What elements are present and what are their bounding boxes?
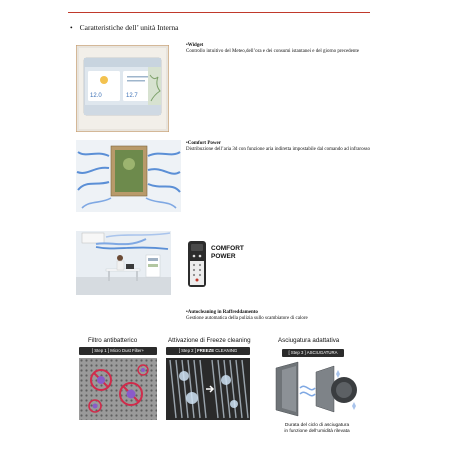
widget-reading-right: 12.7 [126,93,138,99]
step3-drying-image [272,360,360,420]
widget-photo [76,45,169,132]
step2-number: [ Step 2 ] [178,348,196,353]
remote-control-image [187,241,207,287]
step2-text: FREEZE [197,348,215,353]
feature-comfort-title: •Comfort Power [186,141,221,146]
step2-label: Attivazione di Freeze cleaning [168,337,251,344]
heading-bullet: • [70,23,73,32]
step3-number: [ Step 3 ] [288,350,306,355]
feature-widget-description: Controllo intuitivo del Meteo,dell’ora e dei consumi istantanei e del giorno precedente [186,49,360,54]
heading-title: Caratteristiche dell’ unità Interna [79,23,179,32]
step1-text: Micro Dust Filter+ [110,348,145,353]
widget-reading-left: 12.0 [90,93,102,99]
step1-label: Filtro antibatterico [88,337,138,344]
feature-autocleaning-title: •Autocleaning in Raffreddamento [186,310,258,315]
room-scene-photo [76,231,171,295]
top-divider [68,12,370,13]
comfort-power-photo [76,140,181,212]
comfort-power-label-line2: POWER [211,253,236,260]
step2-freeze-image [166,358,250,420]
step1-bar [79,347,157,355]
step2-text-2: CLEANING [215,348,238,353]
step3-bar [282,349,344,357]
comfort-power-label-line1: COMFORT [211,245,244,252]
drying-note [274,423,360,435]
step3-text: ASCIUGATURA [306,350,338,355]
feature-autocleaning-description: Gestione automatica della pulizia sullo scambiatore di calore [186,316,308,321]
section-heading [70,23,178,32]
feature-comfort-description: Distribuzione dell’aria 3d con funzione aria indiretta impostabile dal comando ad infrarosso [186,147,370,152]
feature-widget-title: •Widget [186,43,204,48]
comfort-power-label [211,245,244,261]
step3-label: Asciugatura adattativa [278,337,340,344]
step2-bar [166,347,250,355]
drying-note-line1: Durata del ciclo di asciugatura [284,423,350,428]
step1-number: [ Step 1 ] [91,348,110,353]
drying-note-line2: in funzione dell’umidità rilevata [284,429,350,434]
step1-filter-image [79,358,157,420]
